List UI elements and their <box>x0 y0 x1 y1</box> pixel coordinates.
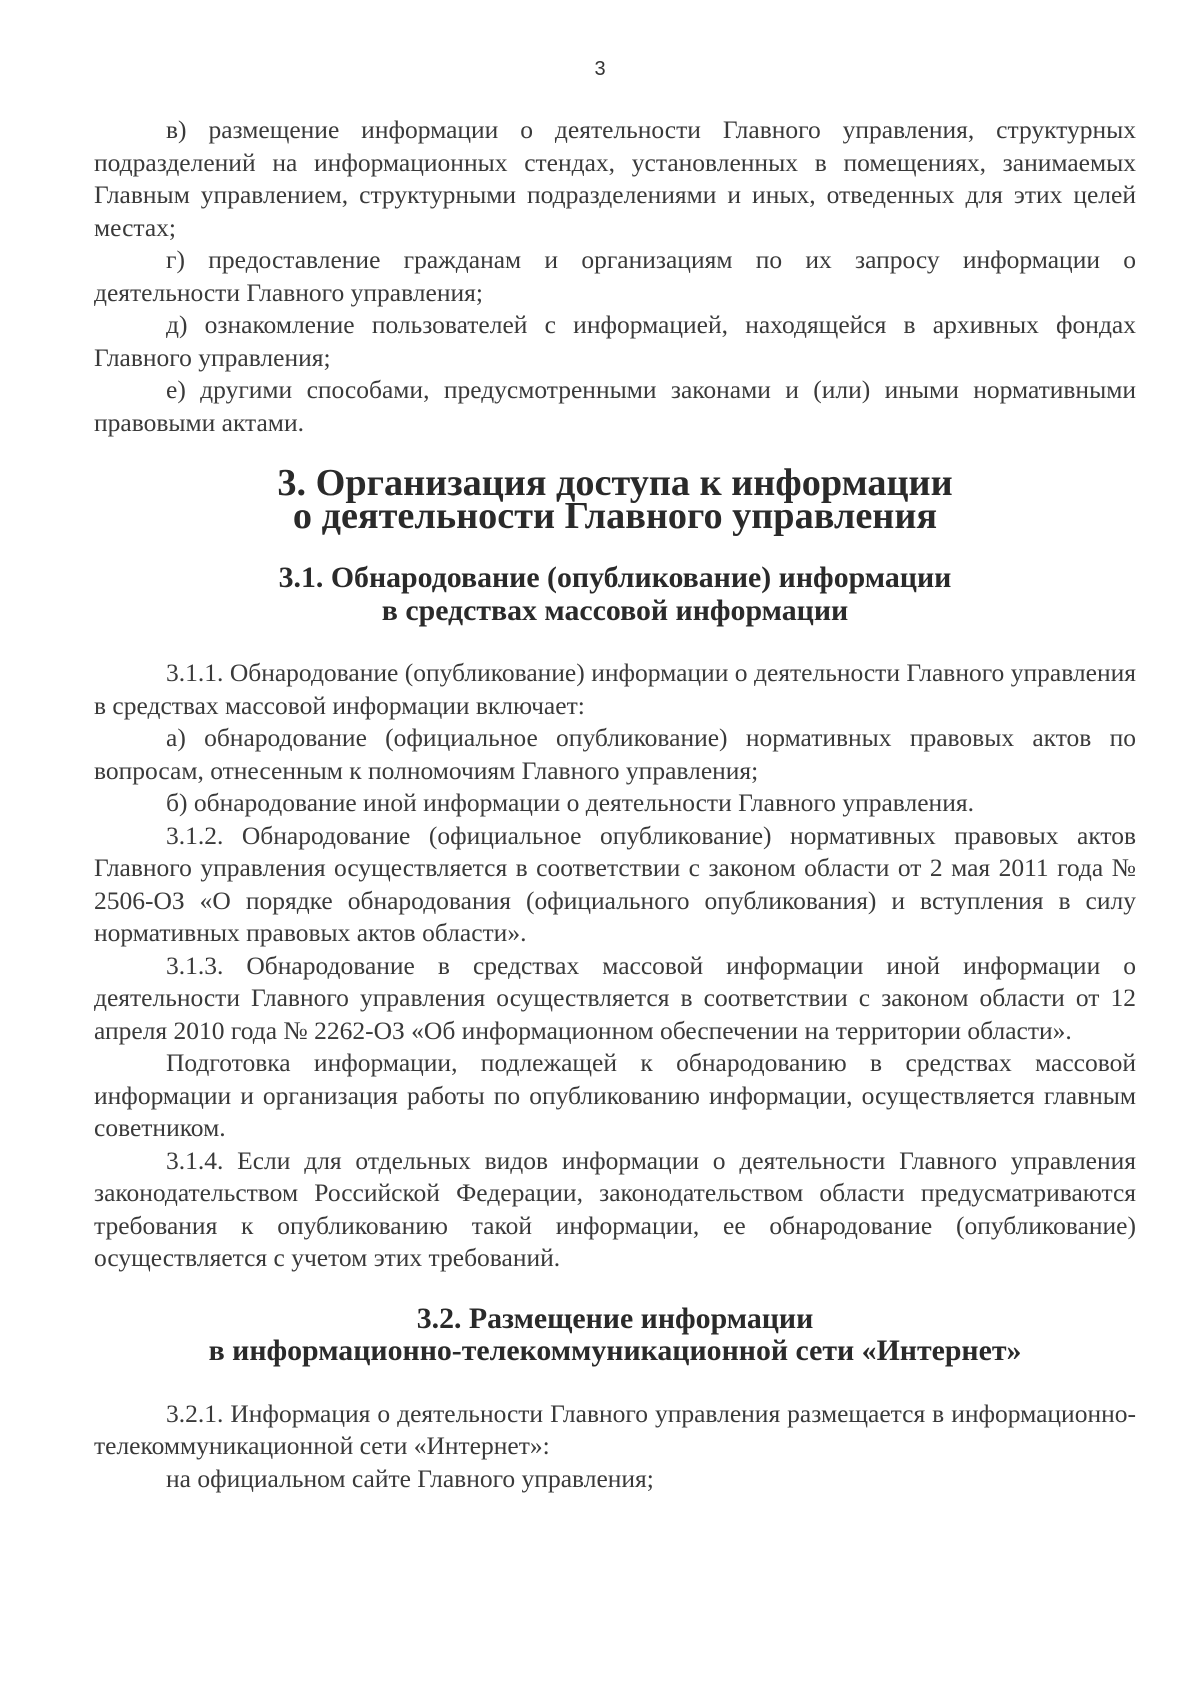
paragraph-3-1-1: 3.1.1. Обнародование (опубликование) информации о деятельности Главного управления в средствах массовой информации включает: <box>94 658 1136 720</box>
spacer <box>94 1368 1136 1398</box>
section-3-heading <box>94 462 1136 537</box>
paragraph-item-v: в) размещение информации о деятельности Главного управления, структурных подразделений на информационных стендах, установленных в помещениях, занимаемых Главным управлением, структурными подразделениями и иных, отведенных для этих целей местах; <box>94 115 1136 242</box>
paragraph-3-1-3-preparation: Подготовка информации, подлежащей к обнародованию в средствах массовой информации и организация работы по опубликованию информации, осуществляется главным советником. <box>94 1048 1136 1142</box>
section-3-heading-line2: о деятельности Главного управления <box>292 494 938 537</box>
section-3-2-heading-line1: 3.2. Размещение информации <box>416 1301 814 1335</box>
spacer <box>94 627 1136 657</box>
section-3-2-heading <box>94 1303 1136 1368</box>
paragraph-3-2-1-official-site: на официальном сайте Главного управления; <box>166 1463 654 1493</box>
section-3-1-heading <box>94 562 1136 627</box>
paragraph-3-2-1: 3.2.1. Информация о деятельности Главного управления размещается в информационно-телекоммуникационной сети «Интернет»: <box>94 1398 1136 1460</box>
section-3-heading-line1: 3. Организация доступа к информации <box>277 462 953 504</box>
spacer <box>94 532 1136 562</box>
page-number: 3 <box>594 58 606 80</box>
section-3-2-heading-line2: в информационно-телекоммуникационной сети «Интернет» <box>208 1334 1022 1367</box>
paragraph-item-d: д) ознакомление пользователей с информацией, находящейся в архивных фондах Главного управления; <box>94 310 1136 372</box>
paragraph-3-1-1-b: б) обнародование иной информации о деятельности Главного управления. <box>166 788 974 817</box>
paragraph-3-1-4: 3.1.4. Если для отдельных видов информации о деятельности Главного управления законодательством Российской Федерации, законодательством области предусматриваются требования к опубликованию такой информации, ее обнародование (опубликование) осуществляется с учетом этих требований. <box>94 1145 1136 1272</box>
section-3-1-heading-line1: 3.1. Обнародование (опубликование) информации <box>278 561 952 594</box>
paragraph-3-1-3: 3.1.3. Обнародование в средствах массовой информации иной информации о деятельности Главного управления осуществляется в соответствии с законом области от 12 апреля 2010 года № 2262-ОЗ «Об информационном обеспечении на территории области». <box>94 950 1136 1045</box>
spacer <box>94 1275 1136 1303</box>
section-3-1-heading-line2: в средствах массовой информации <box>381 593 849 627</box>
paragraph-3-1-2: 3.1.2. Обнародование (официальное опубликование) нормативных правовых актов Главного управления осуществляется в соответствии с законом области от 2 мая 2011 года № 2506-ОЗ «О порядке обнародования (официального опубликования) и вступления в силу нормативных правовых актов области». <box>94 820 1136 947</box>
paragraph-item-g: г) предоставление гражданам и организациям по их запросу информации о деятельности Главного управления; <box>94 245 1136 307</box>
paragraph-item-e: е) другими способами, предусмотренными законами и (или) иными нормативными правовыми актами. <box>94 375 1136 437</box>
document-body <box>94 114 1136 1495</box>
paragraph-3-1-1-a: а) обнародование (официальное опубликование) нормативных правовых актов по вопросам, отнесенным к полномочиям Главного управления; <box>94 723 1136 785</box>
